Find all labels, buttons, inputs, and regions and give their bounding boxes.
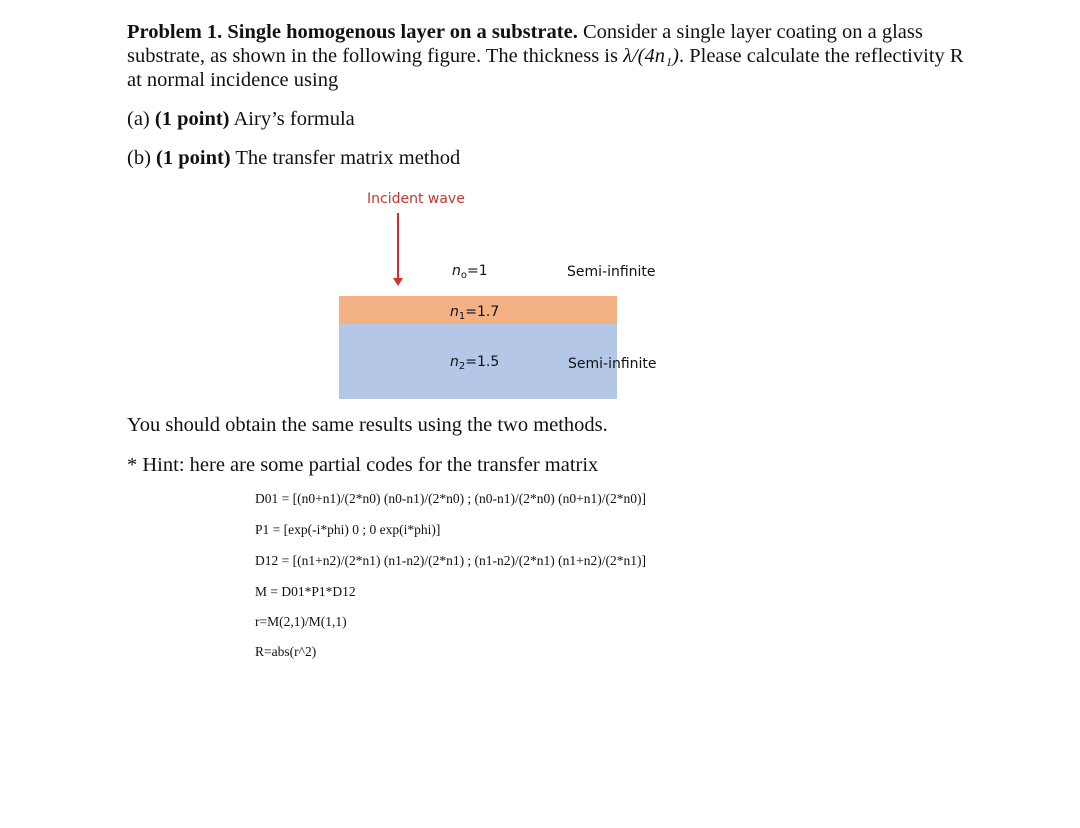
n0-subscript: o bbox=[460, 270, 467, 281]
n1-subscript: 1 bbox=[458, 311, 466, 322]
code-line-m: M = D01*P1*D12 bbox=[255, 584, 356, 599]
n2-subscript: 2 bbox=[458, 361, 466, 372]
part-b bbox=[127, 147, 460, 170]
part-a-prefix: (a) bbox=[127, 108, 155, 130]
n2-value: =1.5 bbox=[465, 354, 500, 370]
problem-title: Problem 1. Single homogenous layer on a substrate. bbox=[127, 21, 578, 43]
incident-arrow-shaft bbox=[397, 213, 399, 279]
n0-symbol: n bbox=[452, 263, 461, 279]
conclusion-text: You should obtain the same results using the two methods. bbox=[127, 414, 608, 436]
code-line-reflectivity: R=abs(r^2) bbox=[255, 644, 317, 659]
thickness-expression: λ/(4n₁) bbox=[623, 45, 679, 67]
incident-arrow-head-icon bbox=[393, 278, 403, 286]
part-a-text: Airy’s formula bbox=[229, 108, 355, 130]
n1-label bbox=[450, 304, 499, 322]
part-b-text: The transfer matrix method bbox=[230, 147, 461, 169]
part-b-points: (1 point) bbox=[156, 147, 231, 169]
part-a bbox=[127, 108, 355, 131]
problem-statement bbox=[127, 20, 967, 92]
n1-symbol: n bbox=[450, 304, 459, 320]
hint-text: * Hint: here are some partial codes for the transfer matrix bbox=[127, 454, 599, 476]
code-line-p1: P1 = [exp(-i*phi) 0 ; 0 exp(i*phi)] bbox=[255, 522, 441, 537]
part-b-prefix: (b) bbox=[127, 147, 157, 169]
code-line-d12: D12 = [(n1+n2)/(2*n1) (n1-n2)/(2*n1) ; (n1-n2)/(2*n1) (n1+n2)/(2*n1)] bbox=[255, 553, 647, 568]
code-line-r: r=M(2,1)/M(1,1) bbox=[255, 614, 347, 629]
n2-label bbox=[450, 354, 499, 372]
n1-value: =1.7 bbox=[465, 304, 500, 320]
incident-wave-label: Incident wave bbox=[367, 191, 465, 207]
n2-symbol: n bbox=[450, 354, 459, 370]
n0-label bbox=[452, 263, 488, 281]
semi-infinite-bottom-label: Semi-infinite bbox=[568, 356, 657, 372]
problem-text-2: . Please calculate the reflectivity R at normal incidence using bbox=[127, 45, 964, 91]
semi-infinite-top-label: Semi-infinite bbox=[567, 264, 656, 280]
code-line-d01: D01 = [(n0+n1)/(2*n0) (n0-n1)/(2*n0) ; (n0-n1)/(2*n0) (n0+n1)/(2*n0)] bbox=[255, 491, 647, 506]
problem-text-1: Consider a single layer coating on a glass substrate, as shown in the following figure. The thickness is bbox=[127, 21, 923, 67]
part-a-points: (1 point) bbox=[154, 108, 230, 130]
n0-value: =1 bbox=[467, 263, 488, 279]
